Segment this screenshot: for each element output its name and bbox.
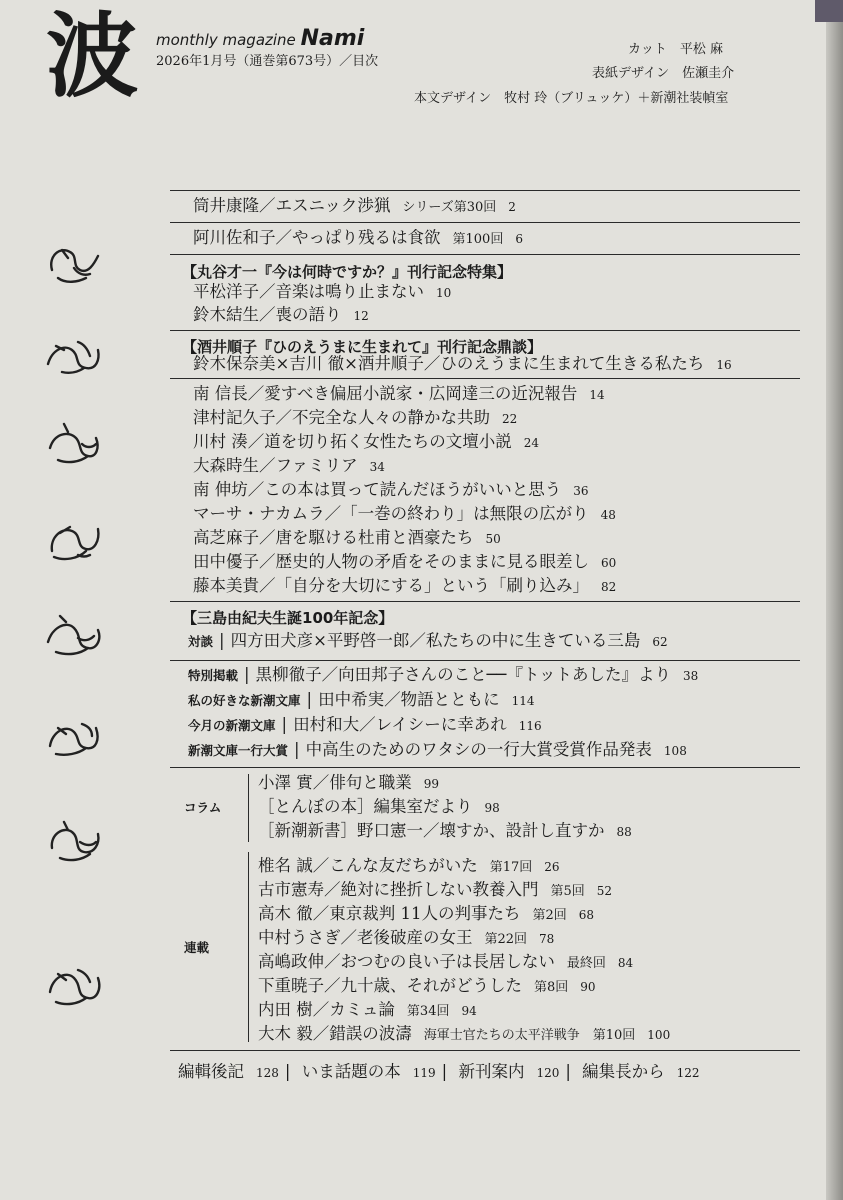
footer-item: 編輯後記 [178, 1062, 244, 1081]
toc-entry: 南 伸坊／この本は買って読んだほうがいいと思う 36 [193, 480, 589, 499]
rule [170, 601, 800, 602]
magazine-logo: 波 [46, 2, 139, 110]
toc-entry: マーサ・ナカムラ／「一巻の終わり」は無限の広がり 48 [193, 504, 616, 523]
dragon-figure-icon [38, 330, 108, 378]
toc-entry: 中村うさぎ／老後破産の女王 第22回 78 [258, 928, 555, 947]
dragon-figure-icon [38, 818, 108, 866]
rule [170, 767, 800, 768]
footer-item: いま話題の本 [301, 1062, 401, 1081]
toc-entry: 高木 徹／東京裁判 11人の判事たち 第2回 68 [258, 904, 595, 923]
dragon-figure-icon [38, 240, 108, 288]
toc-entry: 対談 | 四方田犬彦×平野啓一郎／私たちの中に生きている三島 62 [188, 631, 668, 650]
toc-entry: 内田 樹／カミュ論 第34回 94 [258, 1000, 477, 1019]
toc-entry: 今月の新潮文庫 | 田村和大／レイシーに幸あれ 116 [188, 715, 542, 734]
rule [170, 330, 800, 331]
credit-body: 本文デザイン 牧村 玲（ブリュッケ）＋新潮社装幀室 [414, 91, 729, 106]
toc-entry: 南 信長／愛すべき偏屈小説家・広岡達三の近況報告 14 [193, 384, 605, 403]
section-title: 【酒井順子『ひのえうまに生まれて』刊行記念鼎談】 [182, 338, 543, 356]
dragon-figure-icon [38, 515, 108, 563]
serial-label: 連載 [184, 940, 210, 955]
toc-entry: 大森時生／ファミリア 34 [193, 456, 385, 475]
section-title: 【丸谷才一『今は何時ですか？』刊行記念特集】 [182, 263, 513, 281]
footer-links: 編輯後記 128 | いま話題の本 119 | 新刊案内 120 | 編集長から 122 [178, 1062, 700, 1081]
toc-entry: 川村 湊／道を切り拓く女性たちの文壇小説 24 [193, 432, 540, 451]
toc-entry: ［新潮新書］野口憲一／壊すか、設計し直すか 88 [258, 821, 632, 840]
credit-cut: カット 平松 麻 [628, 42, 724, 57]
magazine-name: monthly magazine Nami [156, 26, 365, 51]
column-divider [248, 774, 249, 842]
rule [170, 254, 800, 255]
toc-entry: 特別掲載 | 黒柳徹子／向田邦子さんのこと──『トットあした』より 38 [188, 665, 699, 684]
toc-entry: 筒井康隆／エスニック渉猟 シリーズ第30回 2 [193, 196, 516, 215]
rule [170, 378, 800, 379]
section-title: 【三島由紀夫生誕100年記念】 [182, 609, 394, 627]
page-edge [826, 0, 843, 1200]
dragon-figure-icon [38, 960, 108, 1008]
toc-entry: 田中優子／歴史的人物の矛盾をそのままに見る眼差し 60 [193, 552, 617, 571]
toc-entry: 藤本美貴／「自分を大切にする」という「刷り込み」 82 [193, 576, 617, 595]
toc-entry: 新潮文庫一行大賞 | 中高生のためのワタシの一行大賞受賞作品発表 108 [188, 740, 687, 759]
rule [170, 660, 800, 661]
dragon-figure-icon [38, 612, 108, 660]
rule [170, 222, 800, 223]
rule [170, 190, 800, 191]
toc-entry: 大木 毅／錯誤の波濤 海軍士官たちの太平洋戦争 第10回 100 [258, 1024, 671, 1043]
toc-entry: ［とんぼの本］編集室だより 98 [258, 797, 500, 816]
credit-cover: 表紙デザイン 佐瀬圭介 [592, 66, 735, 81]
footer-item: 新刊案内 [458, 1062, 525, 1081]
toc-entry: 下重暁子／九十歳、それがどうした 第8回 90 [258, 976, 596, 995]
toc-entry: 阿川佐和子／やっぱり残るは食欲 第100回 6 [193, 228, 523, 247]
toc-entry: 平松洋子／音楽は鳴り止まない 10 [193, 282, 452, 301]
toc-entry: 高芝麻子／唐を駆ける杜甫と酒豪たち 50 [193, 528, 501, 547]
toc-entry: 私の好きな新潮文庫 | 田中希実／物語とともに 114 [188, 690, 535, 709]
toc-entry: 古市憲寿／絶対に挫折しない教養入門 第5回 52 [258, 880, 613, 899]
dragon-figure-icon [38, 712, 108, 760]
background-corner [815, 0, 843, 22]
toc-entry: 高嶋政伸／おつむの良い子は長居しない 最終回 84 [258, 952, 634, 971]
rule [170, 1050, 800, 1051]
serial-divider [248, 852, 249, 1042]
issue-line: 2026年1月号（通巻第673号）／目次 [156, 54, 379, 69]
toc-entry: 鈴木保奈美×吉川 徹×酒井順子／ひのえうまに生まれて生きる私たち 16 [193, 354, 732, 373]
dragon-figure-icon [38, 420, 108, 468]
toc-entry: 鈴木結生／喪の語り 12 [193, 305, 369, 324]
toc-entry: 津村記久子／不完全な人々の静かな共助 22 [193, 408, 518, 427]
footer-item: 編集長から [582, 1062, 665, 1081]
toc-entry: 小澤 實／俳句と職業 99 [258, 773, 440, 792]
toc-entry: 椎名 誠／こんな友だちがいた 第17回 26 [258, 856, 560, 875]
column-label: コラム [184, 800, 222, 815]
